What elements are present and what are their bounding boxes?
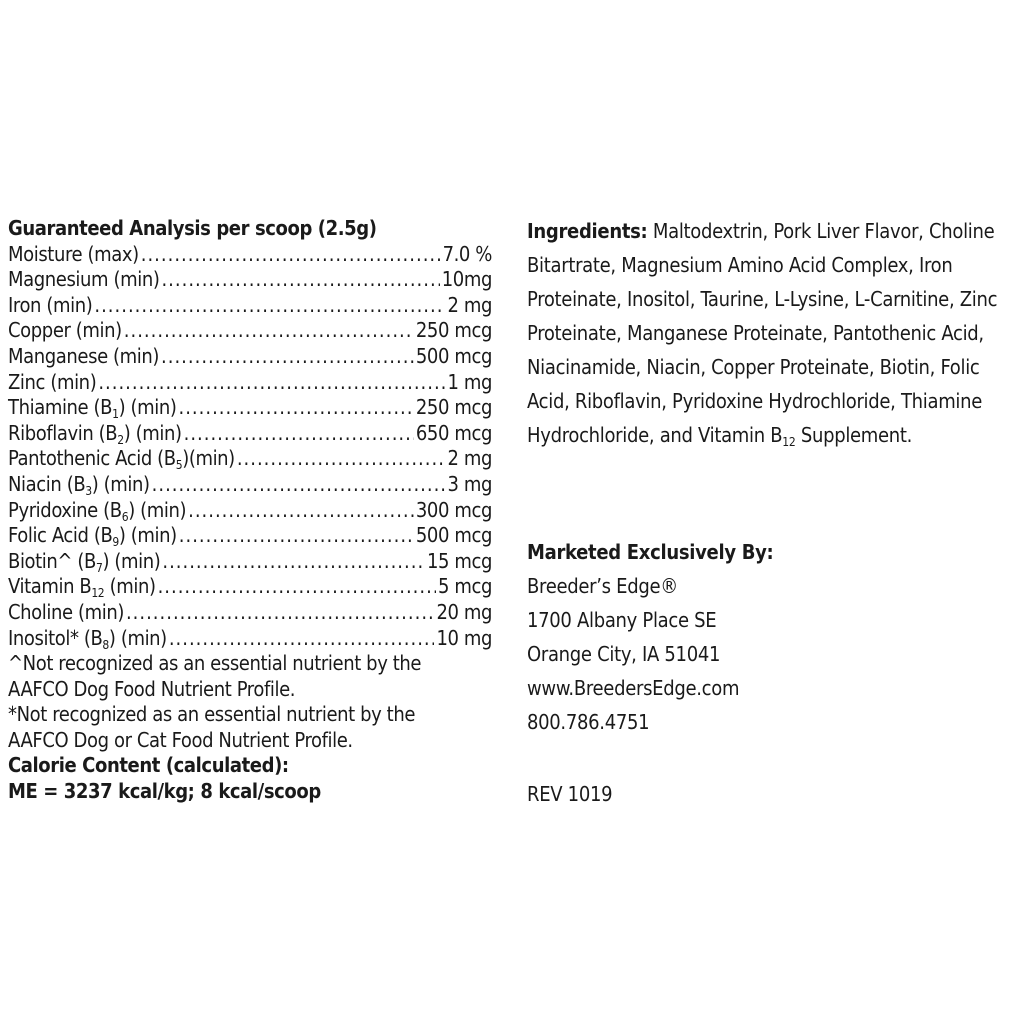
- dot-leader: [141, 242, 441, 268]
- nutrient-name-rest: ) (min): [128, 497, 187, 522]
- nutrient-row: [8, 395, 492, 421]
- footnote-asterisk-line2: AAFCO Dog or Cat Food Nutrient Profile.: [8, 727, 353, 752]
- ingredients-block: [527, 214, 1017, 452]
- dot-leader: [184, 421, 414, 447]
- nutrient-name-text: Pyridoxine (B: [8, 497, 122, 522]
- revision-code: REV 1019: [527, 782, 613, 806]
- nutrient-name: [8, 395, 177, 421]
- dot-leader: [126, 600, 434, 626]
- dot-leader: [188, 498, 414, 524]
- nutrient-value: 2 mg: [447, 292, 492, 317]
- nutrient-value: 7.0 %: [442, 241, 492, 266]
- nutrient-subscript: 2: [117, 432, 124, 447]
- dot-leader: [162, 549, 425, 575]
- nutrient-subscript: 7: [95, 560, 103, 575]
- nutrient-name: [8, 472, 150, 498]
- nutrient-name-rest: ) (min): [108, 625, 167, 650]
- nutrient-subscript: 9: [112, 535, 119, 550]
- nutrient-value: 5 mcg: [437, 574, 492, 599]
- nutrient-value: 3 mg: [447, 471, 492, 496]
- dot-leader: [161, 344, 414, 370]
- nutrient-name-text: Niacin (B: [8, 471, 86, 496]
- phone-number: 800.786.4751: [527, 710, 650, 734]
- nutrient-row: [8, 472, 492, 498]
- nutrient-value: 15 mcg: [426, 548, 492, 573]
- nutrient-row: [8, 242, 492, 268]
- calorie-heading: Calorie Content (calculated):: [8, 753, 289, 778]
- ingredients-text-end: Supplement.: [795, 423, 913, 447]
- footnote-caret-line1: ^Not recognized as an essential nutrient by the: [8, 651, 422, 676]
- right-column: [527, 214, 1017, 806]
- nutrient-subscript: 1: [112, 407, 119, 422]
- nutrient-name: [8, 344, 159, 370]
- nutrient-row: [8, 523, 492, 549]
- nutrient-row: [8, 498, 492, 524]
- nutrient-name-text: Manganese (min): [8, 343, 160, 368]
- nutrient-name-text: Thiamine (B: [8, 395, 113, 420]
- nutrient-subscript: 12: [91, 586, 105, 601]
- ingredients-text: Maltodextrin, Pork Liver Flavor, Choline Bitartrate, Magnesium Amino Acid Complex, Iron Proteinate, Inositol, Taurine, L-Lysine, L-Carnitine, Zinc Proteinate, Manganese Proteinate, Pantothenic Acid, Niacinamide, Niacin, Copper Proteinate, Biotin, Folic Acid, Riboflavin, Pyridoxine Hydrochloride, Thiamine Hydrochloride, and Vitamin B: [527, 219, 998, 447]
- nutrient-row: [8, 344, 492, 370]
- ingredients-subscript: 12: [782, 435, 796, 449]
- dot-leader: [237, 446, 446, 472]
- dot-leader: [179, 395, 414, 421]
- nutrient-name: [8, 523, 177, 549]
- nutrient-value: 650 mcg: [415, 420, 492, 445]
- calorie-value: ME = 3237 kcal/kg; 8 kcal/scoop: [8, 779, 321, 804]
- nutrient-value: 500 mcg: [415, 343, 492, 368]
- dot-leader: [161, 267, 439, 293]
- nutrient-value: 300 mcg: [415, 497, 492, 522]
- dot-leader: [152, 472, 446, 498]
- nutrient-row: [8, 600, 492, 626]
- website: www.BreedersEdge.com: [527, 676, 740, 700]
- dot-leader: [158, 574, 436, 600]
- nutrient-name: [8, 626, 167, 652]
- nutrient-name-text: Biotin^ (B: [8, 548, 96, 573]
- nutrient-subscript: 3: [85, 483, 92, 498]
- nutrient-name-text: Choline (min): [8, 599, 124, 624]
- ingredients-label: Ingredients:: [527, 219, 648, 243]
- nutrient-name-text: Copper (min): [8, 318, 122, 343]
- nutrient-value: 10 mg: [436, 625, 492, 650]
- nutrient-subscript: 6: [121, 509, 129, 524]
- nutrient-name-text: Magnesium (min): [8, 267, 160, 292]
- street-address: 1700 Albany Place SE: [527, 608, 717, 632]
- company-name: Breeder’s Edge®: [527, 574, 678, 598]
- nutrient-row: [8, 446, 492, 472]
- footnote-caret-line2: AAFCO Dog Food Nutrient Profile.: [8, 676, 296, 701]
- nutrient-name-text: Moisture (max): [8, 241, 139, 266]
- nutrient-value: 250 mcg: [415, 395, 492, 420]
- nutrient-subscript: 5: [175, 458, 183, 473]
- guaranteed-analysis: [8, 216, 492, 805]
- dot-leader: [124, 318, 414, 344]
- nutrient-row: [8, 421, 492, 447]
- nutrient-name: [8, 318, 122, 344]
- nutrient-value: 250 mcg: [415, 318, 492, 343]
- nutrient-value: 500 mcg: [415, 523, 492, 548]
- nutrient-subscript: 8: [102, 637, 109, 652]
- nutrient-value: 2 mg: [447, 446, 492, 471]
- nutrient-name: [8, 600, 124, 626]
- city-state-zip: Orange City, IA 51041: [527, 642, 721, 666]
- nutrient-row: [8, 549, 492, 575]
- nutrient-row: [8, 574, 492, 600]
- nutrient-row: [8, 626, 492, 652]
- marketed-by-block: [527, 535, 773, 739]
- nutrient-name-rest: ) (min): [118, 523, 177, 548]
- nutrient-value: 1 mg: [447, 369, 492, 394]
- nutrient-value: 10mg: [441, 267, 492, 292]
- nutrient-name: [8, 549, 160, 575]
- nutrient-name-text: Inositol* (B: [8, 625, 103, 650]
- analysis-title: Guaranteed Analysis per scoop (2.5g): [8, 216, 377, 240]
- nutrient-row: [8, 370, 492, 396]
- nutrient-name-text: Vitamin B: [8, 574, 92, 599]
- nutrient-name-text: Zinc (min): [8, 369, 97, 394]
- nutrient-name-text: Iron (min): [8, 292, 93, 317]
- nutrient-name: [8, 446, 235, 472]
- marketed-heading: Marketed Exclusively By:: [527, 540, 774, 564]
- nutrient-row: [8, 318, 492, 344]
- nutrient-name-rest: )(min): [182, 446, 235, 471]
- nutrient-name: [8, 421, 182, 447]
- dot-leader: [94, 293, 445, 319]
- nutrient-list: [8, 242, 492, 652]
- nutrient-name: [8, 574, 156, 600]
- nutrient-value: 20 mg: [436, 599, 492, 624]
- nutrient-name: [8, 242, 139, 268]
- dot-leader: [169, 626, 435, 652]
- nutrient-name: [8, 267, 159, 293]
- dot-leader: [98, 370, 445, 396]
- nutrient-row: [8, 267, 492, 293]
- nutrient-name-rest: ) (min): [91, 471, 150, 496]
- nutrient-name-text: Riboflavin (B: [8, 420, 118, 445]
- nutrient-name-rest: ) (min): [123, 420, 182, 445]
- nutrient-name: [8, 370, 96, 396]
- nutrient-name-text: Pantothenic Acid (B: [8, 446, 176, 471]
- nutrient-name: [8, 293, 92, 319]
- nutrient-name-rest: ) (min): [118, 395, 177, 420]
- nutrient-name-rest: (min): [104, 574, 156, 599]
- dot-leader: [179, 523, 414, 549]
- footnote-asterisk-line1: *Not recognized as an essential nutrient by the: [8, 702, 416, 727]
- nutrient-name: [8, 498, 186, 524]
- nutrient-name-text: Folic Acid (B: [8, 523, 113, 548]
- nutrient-name-rest: ) (min): [102, 548, 161, 573]
- nutrient-row: [8, 293, 492, 319]
